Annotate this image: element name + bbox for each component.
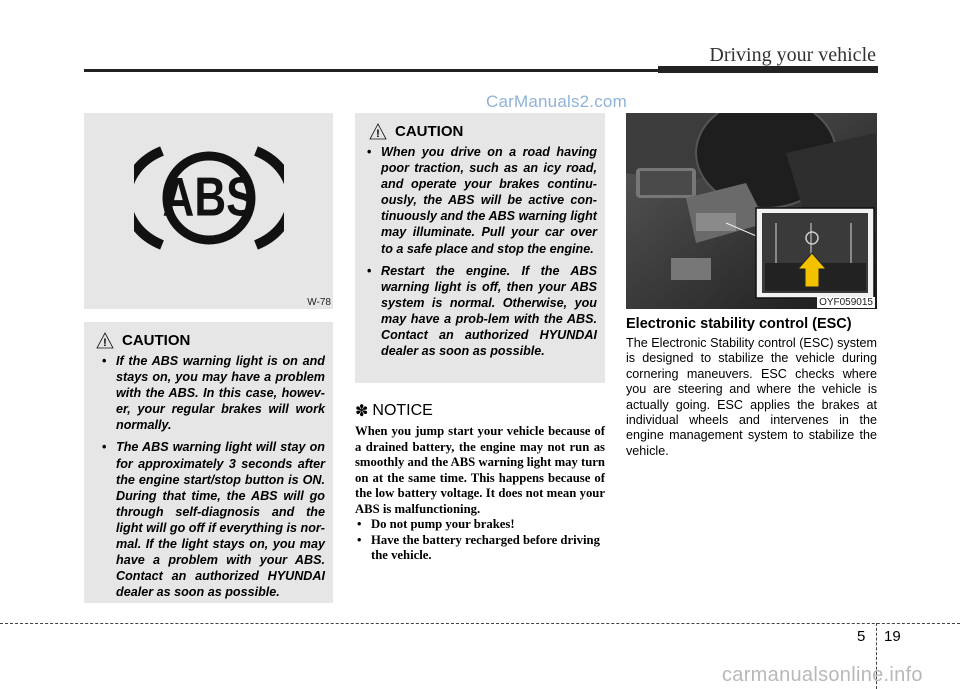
esc-heading: Electronic stability control (ESC) (626, 316, 852, 332)
page-number: 19 (884, 628, 901, 645)
caution-item: • If the ABS warning light is on and stays on, you may have a problem with the ABS. In this case, howev-er, your regular brakes will work normally. (96, 353, 325, 433)
caution-title: CAUTION (395, 123, 464, 140)
header-rule (84, 69, 660, 72)
svg-text:!: ! (376, 128, 380, 140)
footer-watermark: carmanualsonline.info (722, 664, 923, 686)
warning-triangle-icon (96, 332, 114, 349)
abs-symbol-text: ABS (162, 165, 256, 228)
watermark: CarManuals2.com (486, 92, 627, 111)
caution-heading (361, 123, 597, 140)
header-rule-accent (658, 66, 878, 73)
footer-rule (0, 623, 960, 624)
figure-code: W-78 (307, 297, 331, 308)
warning-triangle-icon (369, 123, 387, 140)
notice-block (355, 401, 605, 564)
notice-body: When you jump start your vehicle because of a drained battery, the engine may not run as smoothly and the ABS warning light may turn on at the same time. This happens because of the low battery voltage. It does not mean your ABS is malfunctioning. (355, 424, 605, 516)
caution-item: • Restart the engine. If the ABS warning light is off, then your ABS system is normal. Otherwise, you may have a prob-lem with the ABS. Contact an authorized HYUNDAI dealer as soon as possible. (361, 263, 597, 360)
caution-item: • The ABS warning light will stay on for approximately 3 seconds after the engine start/stop button is ON. During that time, the ABS will go through self-diagnosis and the light will go off if everything is nor-mal. If the light stays on, you may have a problem with your ABS. Contact an authorized HYUNDAI dealer as soon as possible. (96, 439, 325, 600)
notice-star-icon: ✽ (355, 403, 369, 420)
notice-title: NOTICE (372, 402, 433, 419)
caution-item: • When you drive on a road having poor traction, such as an icy road, and operate your brakes continu-ously, the ABS will be active con-tinuously and the ABS warning light may illuminate. Pull your car over to a safe place and stop the engine. (361, 144, 597, 257)
notice-heading (355, 401, 605, 421)
figure-code: OYF059015 (819, 297, 873, 308)
svg-text:!: ! (103, 337, 107, 349)
chapter-number: 5 (857, 628, 866, 645)
caution-box-left (84, 322, 333, 603)
section-title: Driving your vehicle (709, 44, 876, 66)
esc-switch-photo (626, 113, 877, 309)
caution-heading (96, 332, 325, 349)
caution-box-middle (355, 113, 605, 383)
caution-title: CAUTION (122, 332, 191, 349)
notice-item: • Do not pump your brakes! (355, 517, 605, 533)
dashboard-illustration (626, 113, 877, 309)
notice-item: • Have the battery recharged before driving the vehicle. (355, 533, 605, 564)
abs-warning-figure (84, 113, 333, 309)
esc-body: The Electronic Stability control (ESC) system is designed to stabilize the vehicle during cornering maneuvers. ESC checks where you are steering and where the vehicle is actually going. ESC applies the brakes at individual wheels and intervenes in the engine management system to stabilize the vehicle. (626, 336, 877, 458)
abs-warning-icon (134, 143, 284, 253)
